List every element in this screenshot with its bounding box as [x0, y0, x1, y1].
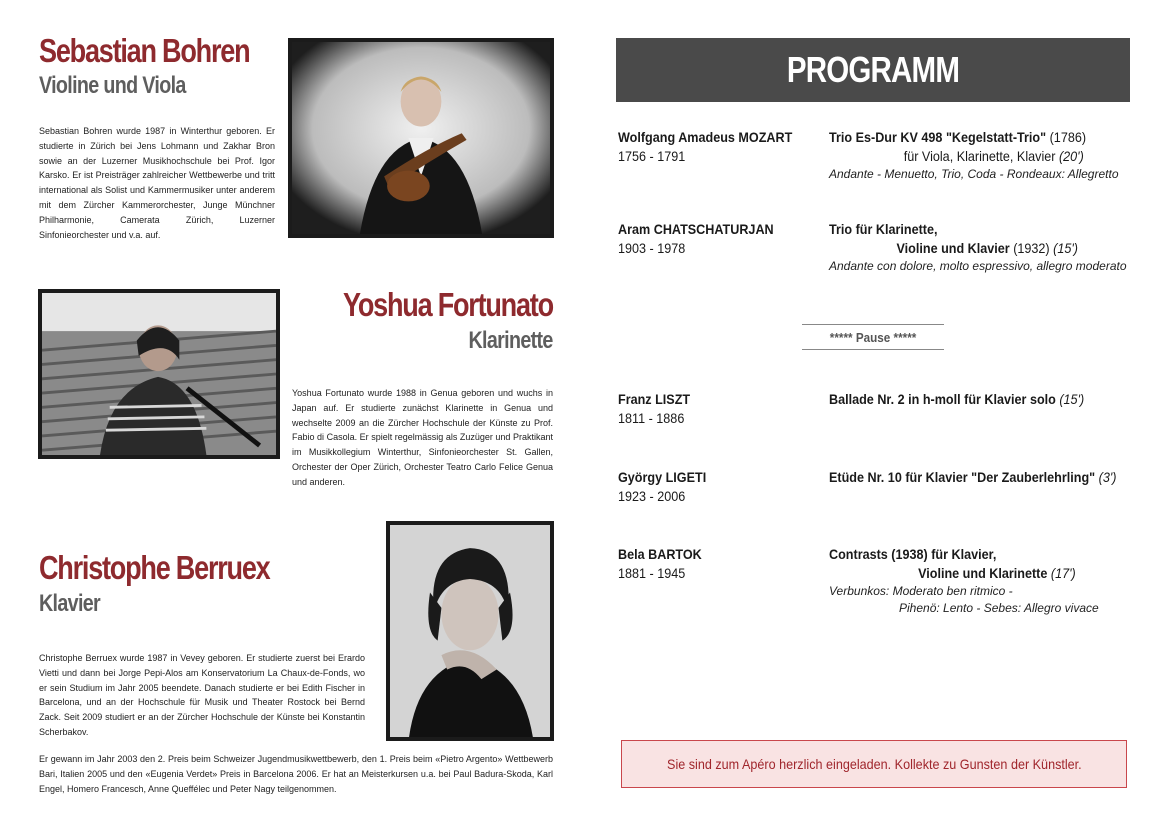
invitation-text: Sie sind zum Apéro herzlich eingeladen. Kollekte zu Gunsten der Künstler. [666, 756, 1082, 772]
work-movements: Verbunkos: Moderato ben ritmico - [829, 584, 1013, 598]
composer-dates: 1811 - 1886 [618, 410, 685, 426]
performer-bio-fortunato: Yoshua Fortunato wurde 1988 in Genua geboren und wuchs in Japan auf. Er studierte zunächst Klarinette in Genua und wechselte 2009 an die Zürcher Hochschule der Künste zu Prof. Fabio di Casola. Er spielt regelmässig als Zuzüger und Praktikant im Musikkollegium Winterthur, Sinfonieorchester St. Gallen, Orchester der Oper Zürich, Orchester Teatro Carlo Felice Genua und anderen. [292, 388, 553, 487]
performer-bio-berruex: Christophe Berruex wurde 1987 in Vevey geboren. Er studierte zuerst bei Erardo Vietti und dann bei Jorge Pepi-Alos am Konservatorium La Chaux-de-Fonds, wo er sein Studium im Jahr 2005 beendete. Danach studierte er bei Edith Fischer in Barcelona, und an der Hochschule für Musik und Theater Rostock bei Bernd Zack. Seit 2009 studiert er an der Zürcher Hochschule der Künste bei Konstantin Scherbakov. [39, 653, 365, 737]
work-year: (1786) [1049, 129, 1087, 145]
work-instrumentation: für Viola, Klarinette, Klavier [903, 148, 1056, 164]
work-year: (1932) [1013, 240, 1050, 256]
work-movements: Andante - Menuetto, Trio, Coda - Rondeaux: Allegretto [829, 167, 1119, 181]
photo-fortunato [38, 289, 280, 459]
performer-name-bohren: Sebastian Bohren [39, 32, 250, 69]
composer-chatschaturjan [618, 220, 791, 258]
work-ligeti [829, 468, 1148, 487]
photo-bohren [288, 38, 554, 238]
composer-dates: 1881 - 1945 [618, 565, 686, 581]
work-title: Contrasts (1938) für Klavier, [829, 546, 997, 562]
composer-name: Wolfgang Amadeus MOZART [618, 129, 793, 145]
work-liszt [829, 390, 1113, 409]
work-duration: (20') [1058, 148, 1084, 164]
work-mozart [829, 128, 1119, 183]
work-title: Etüde Nr. 10 für Klavier "Der Zauberlehrling" [829, 469, 1096, 485]
work-bartok [829, 545, 1103, 617]
composer-name: Bela BARTOK [618, 546, 702, 562]
performer-instrument-berruex: Klavier [39, 590, 101, 617]
work-instrumentation: Violine und Klavier [896, 240, 1010, 256]
pause-label: ***** Pause ***** [829, 329, 917, 345]
work-title: Trio für Klarinette, [829, 221, 938, 237]
photo-berruex [386, 521, 554, 741]
work-title: Ballade Nr. 2 in h-moll für Klavier solo [829, 391, 1056, 407]
performer-name-berruex: Christophe Berruex [39, 549, 270, 586]
composer-dates: 1923 - 2006 [618, 488, 686, 504]
work-movements: Andante con dolore, molto espressivo, allegro moderato [829, 259, 1127, 273]
work-chatschaturjan [829, 220, 1127, 275]
composer-dates: 1903 - 1978 [618, 240, 686, 256]
performer-instrument-bohren: Violine und Viola [39, 72, 186, 99]
composer-name: Franz LISZT [618, 391, 691, 407]
performer-bio2-berruex: Er gewann im Jahr 2003 den 2. Preis beim Schweizer Jugendmusikwettbewerb, den 1. Preis beim «Pietro Argento» Wettbewerb Bari, Italien 2005 und den «Eugenia Verdet» Preis in Barcelona 2006. Er hat an Meisterkursen u.a. bei Paul Badura-Skoda, Karl Engel, Homero Francesch, Anne Queffélec und Peter Nagy teilgenommen. [39, 754, 553, 794]
composer-bartok [618, 545, 711, 583]
pause-divider [802, 324, 944, 350]
composer-liszt [618, 390, 698, 428]
invitation-box [621, 740, 1127, 788]
work-duration: (15') [1053, 240, 1078, 256]
composer-dates: 1756 - 1791 [618, 148, 686, 164]
programm-header [616, 38, 1130, 102]
programm-title: PROGRAMM [786, 49, 960, 90]
performer-bio-bohren: Sebastian Bohren wurde 1987 in Winterthur geboren. Er studierte in Zürich bei Jens Lohmann und Zakhar Bron sowie an der Luzerner Musikhochschule bei Prof. Igor Karsko. Er ist Preisträger zahlreicher Wettbewerbe und tritt international als Solist und Kammermusiker unter anderem mit dem Zürcher Kammerorchester, Junge Münchner Philharmonie, Camerata Zürich, Luzerner Sinfonieorchester und v.a. auf. [39, 126, 275, 240]
work-duration: (3') [1098, 469, 1117, 485]
performer-instrument-fortunato: Klarinette [468, 327, 553, 354]
work-title: Trio Es-Dur KV 498 "Kegelstatt-Trio" [829, 129, 1047, 145]
composer-name: Aram CHATSCHATURJAN [618, 221, 774, 237]
work-instrumentation: Violine und Klarinette [918, 565, 1048, 581]
performer-name-fortunato: Yoshua Fortunato [343, 286, 553, 323]
work-movements-2: Pihenö: Lento - Sebes: Allegro vivace [899, 601, 1099, 615]
composer-mozart [618, 128, 812, 166]
composer-name: György LIGETI [618, 469, 707, 485]
composer-ligeti [618, 468, 716, 506]
work-duration: (17') [1050, 565, 1076, 581]
work-duration: (15') [1059, 391, 1085, 407]
